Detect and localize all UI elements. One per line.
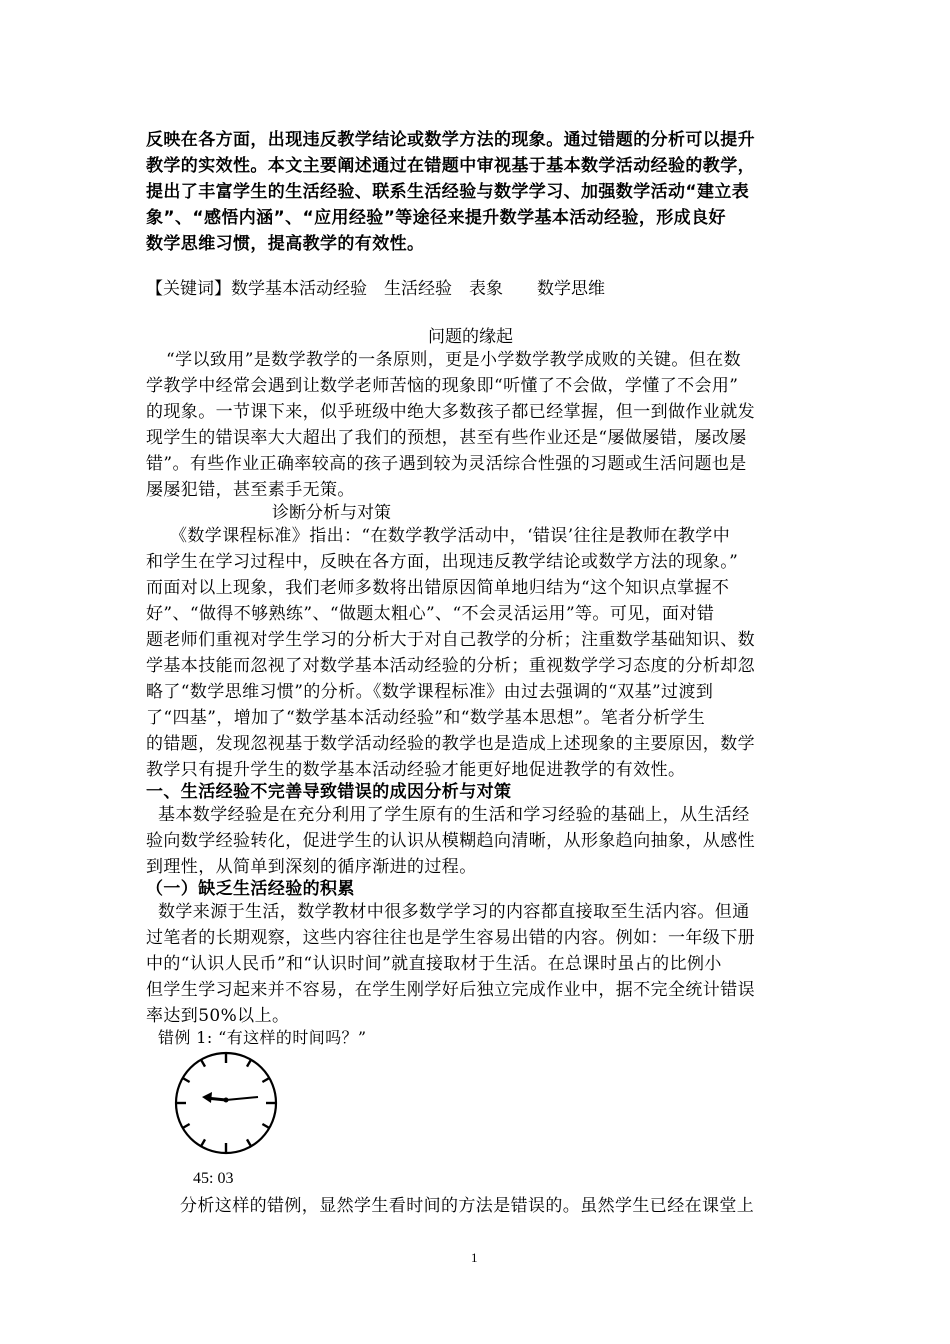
paragraph-line: 错”。有些作业正确率较高的孩子遇到较为灵活综合性强的习题或生活问题也是 (146, 454, 747, 474)
paragraph-line: 学基本技能而忽视了对数学基本活动经验的分析；重视数学学习态度的分析却忽 (146, 656, 755, 676)
paragraph-line: “学以致用”是数学教学的一条原则，更是小学数学教学成败的关键。但在数 (166, 350, 741, 370)
page-number: 1 (471, 1250, 478, 1265)
paragraph-line: 而面对以上现象，我们老师多数将出错原因简单地归结为“这个知识点掌握不 (146, 578, 730, 598)
section-title: 诊断分析与对策 (272, 503, 391, 523)
clock-icon (168, 1045, 284, 1161)
abstract-line: 象”、“感悟内涵”、“应用经验”等途径来提升数学基本活动经验，形成良好 (146, 208, 726, 228)
abstract-line: 数学思维习惯，提高教学的有效性。 (146, 234, 425, 254)
abstract-line: 反映在各方面，出现违反教学结论或数学方法的现象。通过错题的分析可以提升 (146, 130, 755, 150)
abstract-line: 教学的实效性。本文主要阐述通过在错题中审视基于基本数学活动经验的教学， (146, 156, 755, 176)
paragraph-line: 到理性，从简单到深刻的循序渐进的过程。 (146, 857, 477, 877)
paragraph-line: 但学生学习起来并不容易，在学生刚学好后独立完成作业中，据不完全统计错误 (146, 980, 755, 1000)
paragraph-line: 好”、“做得不够熟练”、“做题太粗心”、“不会灵活运用”等。可见，面对错 (146, 604, 715, 624)
paragraph-line: 基本数学经验是在充分利用了学生原有的生活和学习经验的基础上，从生活经 (158, 805, 750, 825)
subsection-heading: （一）缺乏生活经验的积累 (146, 879, 355, 899)
paragraph-line: 中的“认识人民币”和“认识时间”就直接取材于生活。在总课时虽占的比例小 (146, 954, 722, 974)
paragraph-line: 的现象。一节课下来，似乎班级中绝大多数孩子都已经掌握，但一到做作业就发 (146, 402, 755, 422)
paragraph-line: 题老师们重视对学生学习的分析大于对自己教学的分析；注重数学基础知识、数 (146, 630, 755, 650)
clock-answer: 45: 03 (193, 1170, 234, 1187)
paragraph-line: 数学来源于生活，数学教材中很多数学学习的内容都直接取至生活内容。但通 (158, 902, 750, 922)
paragraph-line: 教学只有提升学生的数学基本活动经验才能更好地促进教学的有效性。 (146, 760, 686, 780)
paragraph-line: 率达到50%以上。 (146, 1006, 290, 1026)
paragraph-line: 屡屡犯错，甚至素手无策。 (146, 480, 355, 500)
example-label: 错例 1: “有这样的时间吗？” (158, 1028, 367, 1047)
paragraph-line: 分析这样的错例，显然学生看时间的方法是错误的。虽然学生已经在课堂上 (180, 1196, 755, 1216)
paragraph-line: 现学生的错误率大大超出了我们的预想，甚至有些作业还是“屡做屡错，屡改屡 (146, 428, 747, 448)
section-heading: 一、生活经验不完善导致错误的成因分析与对策 (146, 782, 512, 802)
paragraph-line: 过笔者的长期观察，这些内容往往也是学生容易出错的内容。例如：一年级下册 (146, 928, 755, 948)
abstract-line: 提出了丰富学生的生活经验、联系生活经验与数学学习、加强数学活动“建立表 (146, 182, 750, 202)
section-title: 问题的缘起 (428, 327, 513, 347)
keywords: 【关键词】数学基本活动经验 生活经验 表象 数学思维 (146, 279, 605, 299)
paragraph-line: 了“四基”，增加了“数学基本活动经验”和“数学基本思想”。笔者分析学生 (146, 708, 706, 728)
paragraph-line: 略了“数学思维习惯”的分析。《数学课程标准》由过去强调的“双基”过渡到 (146, 682, 714, 702)
paragraph-line: 验向数学经验转化，促进学生的认识从模糊趋向清晰，从形象趋向抽象，从感性 (146, 831, 755, 851)
paragraph-line: 的错题，发现忽视基于数学活动经验的教学也是造成上述现象的主要原因，数学 (146, 734, 755, 754)
paragraph-line: 学教学中经常会遇到让数学老师苦恼的现象即“听懂了不会做，学懂了不会用” (146, 376, 739, 396)
paragraph-line: 《数学课程标准》指出：“在数学教学活动中，‘错误’往往是教师在教学中 (170, 526, 731, 546)
paragraph-line: 和学生在学习过程中，反映在各方面，出现违反教学结论或数学方法的现象。” (146, 552, 739, 572)
